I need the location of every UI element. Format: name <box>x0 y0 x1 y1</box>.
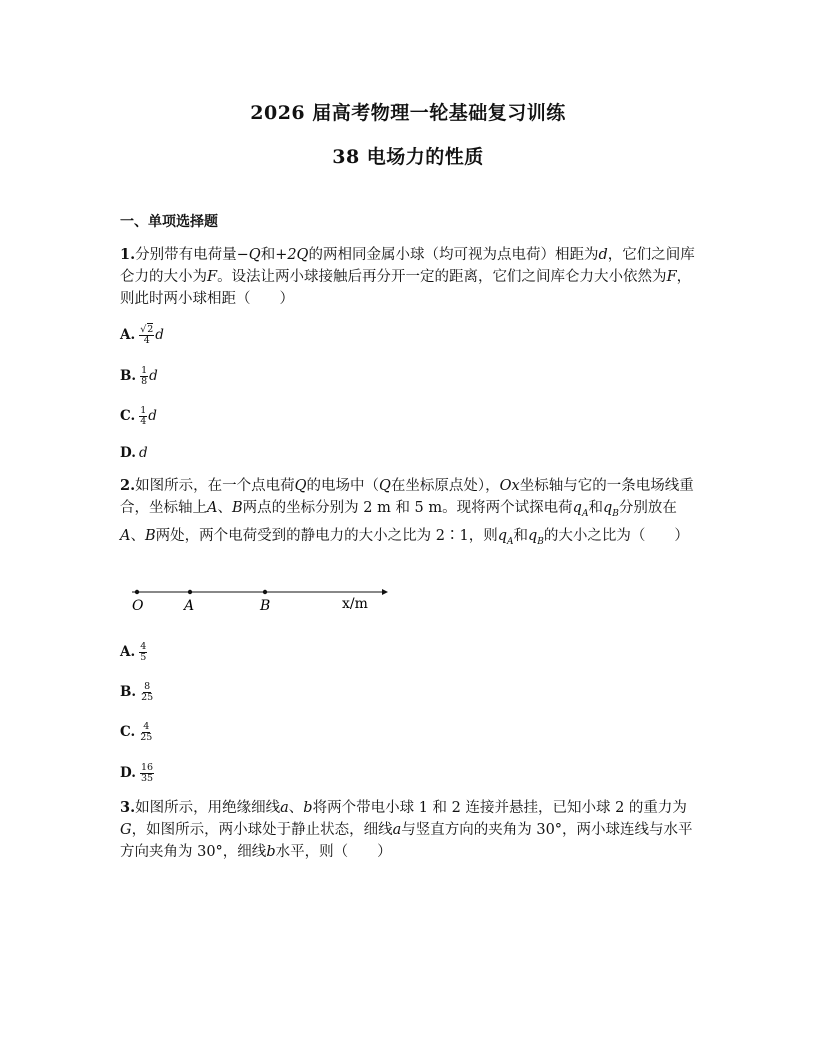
stem-text: 分别放在 <box>618 500 677 516</box>
section-heading: 一、单项选择题 <box>120 214 218 230</box>
point-b <box>263 590 267 594</box>
fraction <box>139 642 147 663</box>
stem-text: 如图所示，用绝缘细线 <box>135 800 281 816</box>
label-b: B <box>260 598 271 614</box>
fraction <box>140 366 148 387</box>
stem-text: 在坐标原点处）， <box>390 478 500 494</box>
math-var: A <box>120 527 131 544</box>
stem-text: 如图所示，在一个点电荷 <box>135 478 295 494</box>
label-o: O <box>132 598 144 614</box>
stem-text: 分别带有电荷量 <box>135 247 237 263</box>
math-subscript: A <box>581 508 589 519</box>
fraction-numerator: 1 <box>140 404 147 416</box>
stem-text: 的电场中（ <box>306 478 380 494</box>
fraction <box>139 406 147 427</box>
stem-text: 。设法让两小球接触后再分开一定的距离，它们之间库仑力大小依然为 <box>217 269 667 285</box>
fraction-numerator: 4 <box>143 720 150 732</box>
question-1-option-c[interactable] <box>120 403 157 429</box>
question-1-option-b[interactable] <box>120 363 158 389</box>
arrow-right-icon <box>382 589 388 595</box>
stem-text: 两处，两个电荷受到的静电力的大小之比为 2∶1，则 <box>155 527 498 544</box>
stem-text: 两点的坐标分别为 2 m 和 5 m。现将两个试探电荷 <box>242 500 573 516</box>
stem-text: 与竖直方向的夹角为 30°，两小球连线与水平方向夹角为 30°，细线 <box>120 822 693 860</box>
math-var: a <box>392 822 402 838</box>
question-2-stem <box>120 475 700 553</box>
math-var: Q <box>294 478 307 494</box>
fraction <box>139 722 153 743</box>
fraction-denominator: 8 <box>141 375 148 387</box>
option-label: C. <box>120 408 136 424</box>
math-var: −Q <box>236 247 261 263</box>
option-label: A. <box>120 644 136 660</box>
fraction-numerator: 4 <box>140 640 147 652</box>
math-var: b <box>303 800 313 816</box>
question-2-option-b[interactable] <box>120 679 155 705</box>
math-var: q <box>528 527 538 544</box>
question-3-stem <box>120 797 700 863</box>
math-var: +2Q <box>275 247 309 263</box>
option-label: D. <box>120 765 136 781</box>
fraction-denominator: 35 <box>140 772 154 784</box>
math-subscript: B <box>537 536 544 547</box>
math-var: F <box>666 269 677 285</box>
fraction <box>140 682 154 703</box>
fraction-numerator: 1 <box>141 364 148 376</box>
math-var: b <box>266 844 276 860</box>
option-label: B. <box>120 684 137 700</box>
stem-text: 水平，则（ ） <box>275 844 392 860</box>
point-o <box>135 590 139 594</box>
question-1-option-a[interactable] <box>120 322 164 348</box>
stem-text: 坐标轴与它的一条电场线重合，坐标轴上 <box>120 478 694 516</box>
question-number: 2. <box>120 477 136 494</box>
stem-text: 、 <box>217 500 232 516</box>
stem-text: ，则此时两小球相距（ ） <box>120 269 692 307</box>
question-2-option-a[interactable] <box>120 639 148 665</box>
stem-text: 和 <box>513 527 528 544</box>
math-var: d <box>149 368 158 384</box>
fraction: $\frac{√2}{4}$ <box>140 323 154 346</box>
axis-figure <box>120 580 390 620</box>
question-number: 3. <box>120 799 136 816</box>
math-subscript: A <box>507 536 514 547</box>
point-a <box>188 590 192 594</box>
math-var: d <box>598 247 608 263</box>
math-var: G <box>120 822 132 838</box>
math-var: a <box>280 800 289 816</box>
stem-text: 的大小之比为（ ） <box>543 527 689 544</box>
fraction-denominator: 25 <box>140 731 153 743</box>
document-subtitle: 38 电场力的性质 <box>332 146 484 168</box>
question-2-option-d[interactable] <box>120 760 155 786</box>
question-number: 1. <box>120 246 136 263</box>
math-subscript: B <box>612 508 619 519</box>
math-var: F <box>207 269 218 285</box>
stem-text: ，它们之间库仑力的大小为 <box>120 247 695 285</box>
math-var: Q <box>379 478 391 494</box>
question-2-option-c[interactable] <box>120 719 154 745</box>
math-var: B <box>231 500 243 516</box>
stem-text: 、 <box>130 527 145 544</box>
math-var: d <box>148 408 157 424</box>
stem-text: 、 <box>288 800 304 816</box>
option-label: A. <box>120 327 136 343</box>
math-var: q <box>602 500 613 516</box>
fraction-numerator: 16 <box>140 761 154 773</box>
math-var: d <box>138 445 148 461</box>
label-a: A <box>184 598 195 614</box>
question-1-stem <box>120 244 700 310</box>
fraction-denominator: 4 <box>143 334 150 346</box>
math-var: Ox <box>499 478 520 494</box>
math-var: q <box>572 500 582 516</box>
stem-text: 和 <box>260 247 276 263</box>
fraction-denominator: 25 <box>141 691 154 703</box>
option-label: D. <box>120 445 136 461</box>
stem-text: 的两相同金属小球（均可视为点电荷）相距为 <box>308 247 599 263</box>
fraction-denominator: 4 <box>140 415 147 427</box>
stem-text: 将两个带电小球 1 和 2 连接并悬挂，已知小球 2 的重力为 <box>312 800 687 816</box>
math-var: A <box>207 500 218 516</box>
fraction <box>140 763 154 784</box>
question-1-option-d[interactable] <box>120 440 148 466</box>
math-var: B <box>144 527 156 544</box>
math-var: q <box>497 527 507 544</box>
math-var: d <box>155 327 164 343</box>
fraction-numerator: 8 <box>144 680 151 692</box>
fraction-denominator: 5 <box>140 651 147 663</box>
document-title: 2026 届高考物理一轮基础复习训练 <box>250 102 566 124</box>
stem-text: 和 <box>588 500 603 516</box>
stem-text: ，如图所示，两小球处于静止状态，细线 <box>131 822 393 838</box>
axis-label: x/m <box>342 596 368 612</box>
fraction-numerator: 2 <box>147 323 154 335</box>
option-label: B. <box>120 368 137 384</box>
option-label: C. <box>120 724 136 740</box>
